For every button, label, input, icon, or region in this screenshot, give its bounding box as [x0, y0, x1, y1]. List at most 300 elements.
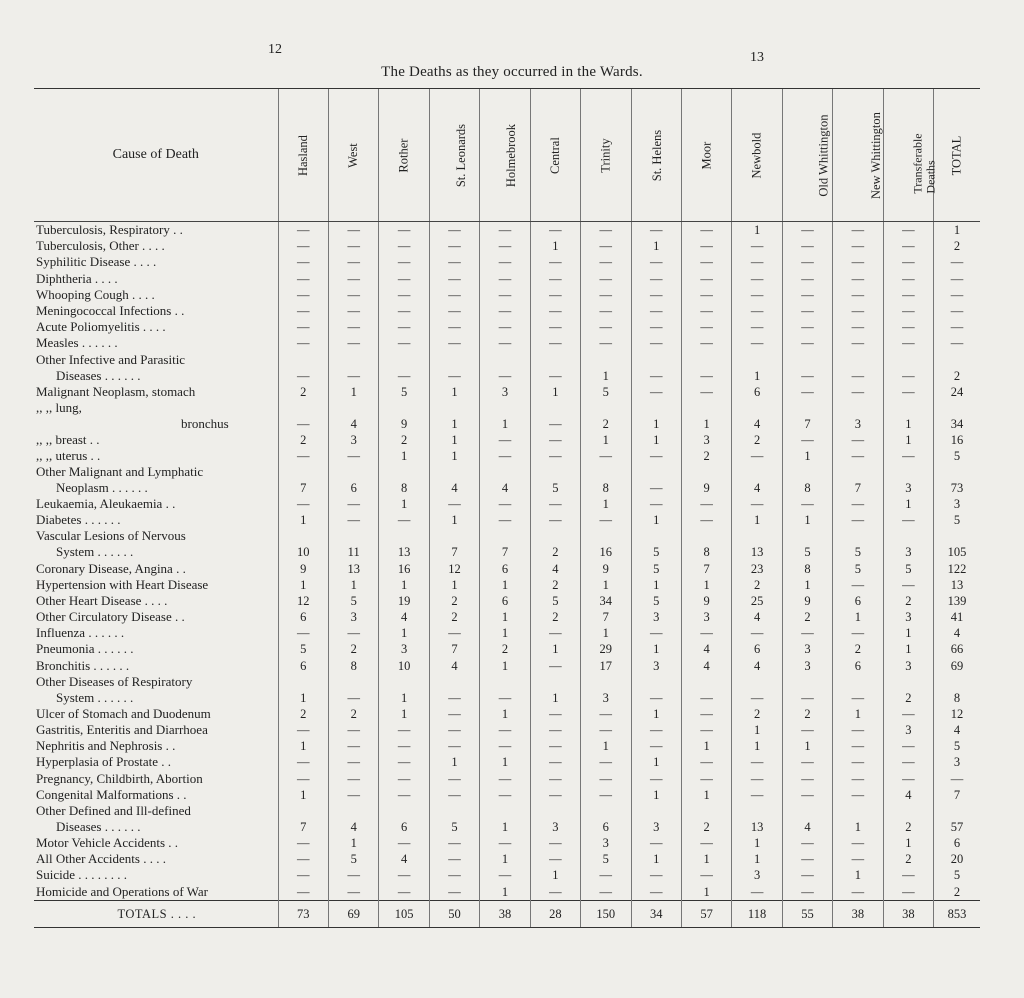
cause-label-line: Other Malignant and Lymphatic [36, 464, 204, 480]
value-cell: — [429, 722, 479, 738]
value-cell: 5 [278, 641, 328, 657]
value-cell: — [530, 706, 580, 722]
value-cell: — [631, 464, 681, 496]
value-cell: — [581, 238, 631, 254]
table-row [34, 528, 980, 560]
value-cell: 105 [934, 528, 980, 560]
value-cell: 4 [681, 641, 731, 657]
value-cell: — [278, 851, 328, 867]
value-cell: — [429, 625, 479, 641]
value-cell: 6 [379, 803, 429, 835]
value-cell: 5 [833, 560, 883, 576]
value-cell: — [480, 771, 530, 787]
value-cell: — [681, 238, 731, 254]
cause-label [34, 674, 278, 706]
value-cell: — [379, 754, 429, 770]
value-cell: 2 [681, 803, 731, 835]
value-cell: 5 [379, 384, 429, 400]
value-cell: — [379, 287, 429, 303]
value-cell: — [328, 496, 378, 512]
value-cell: — [278, 352, 328, 384]
value-cell: — [429, 254, 479, 270]
column-header [328, 89, 378, 222]
value-cell: — [581, 222, 631, 239]
value-cell: — [429, 319, 479, 335]
value-cell: 6 [833, 593, 883, 609]
value-cell: 34 [934, 400, 980, 432]
value-cell: 1 [883, 625, 933, 641]
cause-label [34, 496, 278, 512]
value-cell: 8 [782, 560, 832, 576]
table-row [34, 706, 980, 722]
value-cell: — [681, 835, 731, 851]
value-cell: 16 [934, 432, 980, 448]
table-row [34, 384, 980, 400]
cause-label-line: Diabetes . . . . . . [36, 512, 121, 528]
value-cell: — [278, 625, 328, 641]
cause-label [34, 754, 278, 770]
value-cell: — [732, 287, 782, 303]
total-cell: 34 [631, 900, 681, 927]
value-cell: — [883, 238, 933, 254]
value-cell: 16 [581, 528, 631, 560]
value-cell: — [833, 254, 883, 270]
value-cell: 6 [278, 609, 328, 625]
table-row [34, 722, 980, 738]
value-cell: — [782, 674, 832, 706]
value-cell: — [379, 883, 429, 900]
table-row [34, 787, 980, 803]
value-cell: 5 [581, 851, 631, 867]
cause-label-line: Other Circulatory Disease . . [36, 609, 185, 625]
value-cell: — [681, 754, 731, 770]
value-cell: 1 [429, 384, 479, 400]
value-cell: — [480, 287, 530, 303]
value-cell: 1 [480, 803, 530, 835]
table-row [34, 754, 980, 770]
value-cell: 2 [732, 706, 782, 722]
value-cell: 4 [934, 722, 980, 738]
page-title: The Deaths as they occurred in the Wards. [381, 64, 643, 80]
cause-label-line: Other Diseases of Respiratory [36, 673, 193, 689]
cause-label-line: Nephritis and Nephrosis . . [36, 738, 176, 754]
value-cell: — [782, 432, 832, 448]
cause-label-line: Motor Vehicle Accidents . . [36, 834, 179, 850]
total-cell: 853 [934, 900, 980, 927]
value-cell: 3 [631, 609, 681, 625]
cause-label-line: Hyperplasia of Prostate . . [36, 754, 172, 770]
value-cell: — [883, 319, 933, 335]
value-cell: — [581, 722, 631, 738]
value-cell: 1 [681, 787, 731, 803]
deaths-by-ward-table-container [34, 88, 980, 928]
value-cell: 13 [732, 803, 782, 835]
cause-label [34, 432, 278, 448]
cause-label-line: Diseases . . . . . . [56, 367, 141, 383]
value-cell: — [732, 771, 782, 787]
value-cell: — [782, 851, 832, 867]
column-header [833, 89, 883, 222]
value-cell: 3 [833, 400, 883, 432]
table-row [34, 593, 980, 609]
value-cell: — [278, 287, 328, 303]
value-cell: — [883, 335, 933, 351]
cause-label [34, 577, 278, 593]
cause-label-line: Acute Poliomyelitis . . . . [36, 319, 166, 335]
table-row [34, 496, 980, 512]
value-cell: 10 [379, 658, 429, 674]
value-cell: — [782, 835, 832, 851]
value-cell: — [782, 787, 832, 803]
value-cell: 5 [429, 803, 479, 835]
cause-label [34, 835, 278, 851]
value-cell: — [631, 303, 681, 319]
cause-label [34, 867, 278, 883]
value-cell: 8 [581, 464, 631, 496]
value-cell: 2 [429, 609, 479, 625]
value-cell: 3 [732, 867, 782, 883]
total-cell: 28 [530, 900, 580, 927]
value-cell: — [328, 254, 378, 270]
value-cell: — [328, 883, 378, 900]
value-cell: 1 [782, 577, 832, 593]
value-cell: — [581, 787, 631, 803]
value-cell: — [883, 352, 933, 384]
value-cell: 9 [681, 464, 731, 496]
value-cell: 2 [732, 577, 782, 593]
value-cell: 4 [732, 658, 782, 674]
value-cell: 2 [934, 883, 980, 900]
value-cell: — [581, 512, 631, 528]
value-cell: 1 [581, 496, 631, 512]
value-cell: — [278, 722, 328, 738]
value-cell: — [782, 222, 832, 239]
value-cell: 1 [782, 448, 832, 464]
value-cell: — [732, 448, 782, 464]
value-cell: 2 [278, 706, 328, 722]
table-row [34, 303, 980, 319]
value-cell: — [429, 222, 479, 239]
table-body [34, 222, 980, 928]
value-cell: 1 [732, 851, 782, 867]
value-cell: — [883, 883, 933, 900]
value-cell: — [480, 352, 530, 384]
value-cell: — [379, 867, 429, 883]
value-cell: 1 [278, 512, 328, 528]
cause-label [34, 560, 278, 576]
cause-label [34, 641, 278, 657]
value-cell: 3 [328, 432, 378, 448]
value-cell: — [681, 222, 731, 239]
column-header [732, 89, 782, 222]
value-cell: — [429, 496, 479, 512]
value-cell: — [379, 222, 429, 239]
value-cell: — [581, 335, 631, 351]
value-cell: 4 [379, 851, 429, 867]
cause-label-line: Hypertension with Heart Disease [36, 576, 209, 592]
value-cell: — [379, 738, 429, 754]
table-row [34, 512, 980, 528]
value-cell: 12 [278, 593, 328, 609]
value-cell: 9 [782, 593, 832, 609]
table-row [34, 238, 980, 254]
value-cell: 17 [581, 658, 631, 674]
value-cell: 1 [278, 577, 328, 593]
column-header [631, 89, 681, 222]
value-cell: — [782, 319, 832, 335]
value-cell: — [833, 335, 883, 351]
value-cell: — [480, 254, 530, 270]
value-cell: 1 [429, 432, 479, 448]
value-cell: — [581, 319, 631, 335]
value-cell: — [833, 287, 883, 303]
value-cell: 8 [934, 674, 980, 706]
value-cell: — [883, 287, 933, 303]
value-cell: 1 [379, 674, 429, 706]
cause-label [34, 851, 278, 867]
column-header [379, 89, 429, 222]
value-cell: — [833, 238, 883, 254]
value-cell: 1 [278, 787, 328, 803]
cause-label [34, 448, 278, 464]
value-cell: — [328, 303, 378, 319]
total-cell: 73 [278, 900, 328, 927]
value-cell: — [581, 867, 631, 883]
value-cell: — [530, 512, 580, 528]
value-cell: — [480, 512, 530, 528]
value-cell: 4 [379, 609, 429, 625]
cause-label [34, 787, 278, 803]
value-cell: 12 [429, 560, 479, 576]
value-cell: — [278, 867, 328, 883]
cause-label-line: Coronary Disease, Angina . . [36, 560, 186, 576]
value-cell: — [480, 238, 530, 254]
value-cell: — [429, 303, 479, 319]
total-cell: 57 [681, 900, 731, 927]
value-cell: — [278, 335, 328, 351]
table-row [34, 803, 980, 835]
cause-label-line: Tuberculosis, Other . . . . [36, 238, 165, 254]
value-cell: — [883, 754, 933, 770]
value-cell: — [883, 867, 933, 883]
value-cell: — [631, 319, 681, 335]
cause-label-line: Influenza . . . . . . [36, 625, 125, 641]
value-cell: 4 [530, 560, 580, 576]
value-cell: — [631, 222, 681, 239]
value-cell: — [530, 254, 580, 270]
total-cell: 50 [429, 900, 479, 927]
value-cell: 2 [883, 803, 933, 835]
value-cell: — [934, 271, 980, 287]
cause-label [34, 352, 278, 384]
value-cell: 1 [631, 400, 681, 432]
value-cell: — [681, 625, 731, 641]
value-cell: 1 [581, 577, 631, 593]
table-row [34, 254, 980, 270]
column-header-label: West [346, 143, 361, 168]
cause-label-line: Gastritis, Enteritis and Diarrhoea [36, 722, 208, 738]
value-cell: — [833, 577, 883, 593]
value-cell: 2 [480, 641, 530, 657]
value-cell: — [429, 851, 479, 867]
cause-label [34, 287, 278, 303]
value-cell: 1 [732, 352, 782, 384]
value-cell: — [581, 287, 631, 303]
value-cell: — [782, 867, 832, 883]
value-cell: — [328, 238, 378, 254]
value-cell: — [530, 222, 580, 239]
value-cell: — [833, 432, 883, 448]
value-cell: 9 [278, 560, 328, 576]
value-cell: 7 [429, 528, 479, 560]
cause-label-line: Pregnancy, Childbirth, Abortion [36, 770, 203, 786]
value-cell: — [480, 835, 530, 851]
value-cell: 2 [732, 432, 782, 448]
value-cell: 2 [328, 641, 378, 657]
value-cell: 1 [328, 384, 378, 400]
total-cell: 118 [732, 900, 782, 927]
value-cell: — [480, 496, 530, 512]
value-cell: — [278, 254, 328, 270]
value-cell: 7 [480, 528, 530, 560]
cause-label-line: Leukaemia, Aleukaemia . . [36, 496, 176, 512]
value-cell: — [732, 496, 782, 512]
value-cell: 3 [782, 641, 832, 657]
value-cell: 9 [581, 560, 631, 576]
value-cell: — [681, 496, 731, 512]
value-cell: — [631, 384, 681, 400]
value-cell: — [782, 303, 832, 319]
value-cell: — [782, 722, 832, 738]
value-cell: 1 [480, 400, 530, 432]
value-cell: 1 [278, 738, 328, 754]
value-cell: — [681, 254, 731, 270]
value-cell: — [278, 448, 328, 464]
value-cell: — [883, 448, 933, 464]
column-header [934, 89, 980, 222]
value-cell: — [530, 319, 580, 335]
value-cell: — [429, 271, 479, 287]
value-cell: 5 [883, 560, 933, 576]
cause-label-line: Ulcer of Stomach and Duodenum [36, 705, 211, 721]
value-cell: — [833, 303, 883, 319]
value-cell: — [278, 271, 328, 287]
value-cell: — [328, 287, 378, 303]
value-cell: 1 [631, 577, 681, 593]
value-cell: 1 [833, 609, 883, 625]
value-cell: — [681, 722, 731, 738]
value-cell: — [379, 335, 429, 351]
value-cell: — [681, 771, 731, 787]
value-cell: 20 [934, 851, 980, 867]
value-cell: — [732, 335, 782, 351]
value-cell: 1 [833, 867, 883, 883]
value-cell: 1 [681, 738, 731, 754]
column-header [429, 89, 479, 222]
value-cell: 1 [530, 641, 580, 657]
value-cell: 3 [581, 674, 631, 706]
value-cell: — [429, 238, 479, 254]
deaths-by-ward-table [34, 88, 980, 928]
value-cell: — [732, 625, 782, 641]
value-cell: 122 [934, 560, 980, 576]
value-cell: — [833, 496, 883, 512]
table-row [34, 674, 980, 706]
value-cell: — [530, 625, 580, 641]
value-cell: — [581, 303, 631, 319]
value-cell: — [631, 335, 681, 351]
value-cell: 8 [681, 528, 731, 560]
value-cell: — [732, 787, 782, 803]
value-cell: 5 [782, 528, 832, 560]
value-cell: — [883, 271, 933, 287]
value-cell: 5 [530, 593, 580, 609]
value-cell: 29 [581, 641, 631, 657]
value-cell: 1 [480, 851, 530, 867]
value-cell: 3 [581, 835, 631, 851]
value-cell: — [379, 722, 429, 738]
column-header [782, 89, 832, 222]
cause-label-line: Diphtheria . . . . [36, 270, 118, 286]
cause-label-line: Neoplasm . . . . . . [56, 480, 148, 496]
value-cell: 4 [934, 625, 980, 641]
value-cell: — [480, 432, 530, 448]
value-cell: — [934, 335, 980, 351]
column-header [681, 89, 731, 222]
value-cell: 5 [631, 528, 681, 560]
table-row [34, 641, 980, 657]
value-cell: 1 [379, 577, 429, 593]
value-cell: 1 [883, 400, 933, 432]
value-cell: — [328, 674, 378, 706]
table-row [34, 609, 980, 625]
value-cell: 1 [883, 496, 933, 512]
page-number-right: 13 [750, 50, 764, 65]
value-cell: 1 [631, 787, 681, 803]
value-cell: — [278, 883, 328, 900]
value-cell: 2 [782, 609, 832, 625]
value-cell: — [429, 738, 479, 754]
value-cell: 139 [934, 593, 980, 609]
cause-label [34, 706, 278, 722]
value-cell: 11 [328, 528, 378, 560]
table-row [34, 560, 980, 576]
value-cell: 3 [631, 658, 681, 674]
value-cell: — [681, 335, 731, 351]
value-cell: 1 [631, 641, 681, 657]
value-cell: — [782, 238, 832, 254]
value-cell: — [328, 787, 378, 803]
cause-label-line: ,, ,, uterus . . [36, 447, 101, 463]
value-cell: 2 [379, 432, 429, 448]
value-cell: 1 [732, 835, 782, 851]
value-cell: — [530, 722, 580, 738]
cause-label-line: Other Heart Disease . . . . [36, 592, 168, 608]
table-row [34, 319, 980, 335]
value-cell: 57 [934, 803, 980, 835]
value-cell: — [480, 222, 530, 239]
value-cell: — [278, 496, 328, 512]
value-cell: 1 [328, 835, 378, 851]
value-cell: — [530, 271, 580, 287]
value-cell: 5 [581, 384, 631, 400]
value-cell: — [833, 271, 883, 287]
value-cell: — [429, 287, 479, 303]
value-cell: 1 [681, 400, 731, 432]
table-row [34, 464, 980, 496]
value-cell: — [480, 335, 530, 351]
value-cell: 3 [631, 803, 681, 835]
